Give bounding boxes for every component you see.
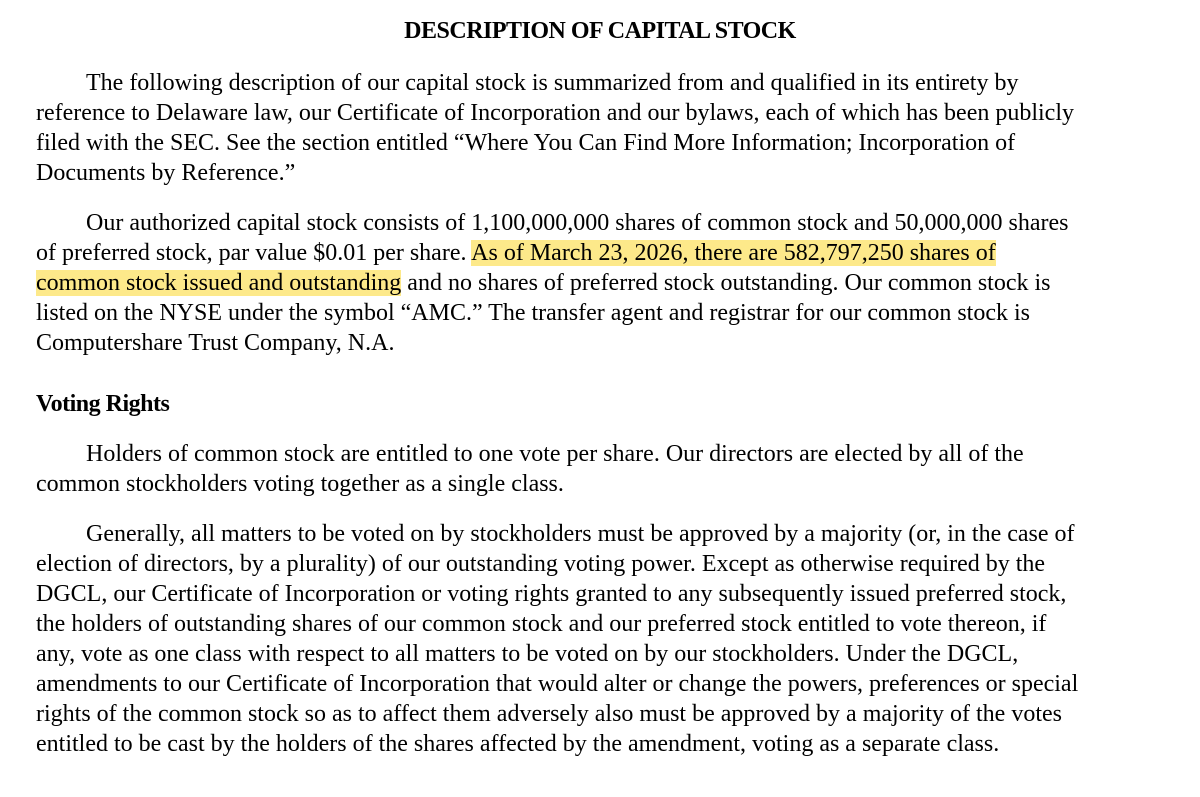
highlighted-text: common stock issued and outstanding bbox=[36, 270, 402, 296]
text-line: amendments to our Certificate of Incorporation that would alter or change the powers, preferences or special bbox=[36, 671, 1079, 697]
highlighted-text: As of March 23, 2026, there are 582,797,250 shares of bbox=[471, 240, 996, 266]
text-line bbox=[36, 268, 1186, 298]
text-line: The following description of our capital stock is summarized from and qualified in its entirety by bbox=[86, 70, 1019, 96]
text-line: common stockholders voting together as a single class. bbox=[36, 471, 564, 497]
text-line: listed on the NYSE under the symbol “AMC.” The transfer agent and registrar for our common stock is bbox=[36, 300, 1030, 326]
paragraph-authorized-capital bbox=[36, 208, 1186, 358]
paragraph-votes-per-share bbox=[36, 439, 1186, 499]
document-title: DESCRIPTION OF CAPITAL STOCK bbox=[404, 18, 796, 44]
text-line: entitled to be cast by the holders of the shares affected by the amendment, voting as a separate class. bbox=[36, 731, 1000, 757]
text-line: Computershare Trust Company, N.A. bbox=[36, 330, 395, 356]
text-line: rights of the common stock so as to affect them adversely also must be approved by a majority of the votes bbox=[36, 701, 1062, 727]
text-line: reference to Delaware law, our Certificate of Incorporation and our bylaws, each of which has been publicly bbox=[36, 100, 1074, 126]
text-line: Our authorized capital stock consists of 1,100,000,000 shares of common stock and 50,000,000 shares bbox=[86, 210, 1069, 236]
text-line: Documents by Reference.” bbox=[36, 160, 296, 186]
text-line: any, vote as one class with respect to all matters to be voted on by our stockholders. Under the DGCL, bbox=[36, 641, 1019, 667]
text-line bbox=[36, 238, 1186, 268]
text-line: Holders of common stock are entitled to one vote per share. Our directors are elected by all of the bbox=[86, 441, 1024, 467]
text-segment: and no shares of preferred stock outstanding. Our common stock is bbox=[401, 270, 1051, 296]
paragraph-capital-stock-summary bbox=[36, 68, 1186, 188]
paragraph-voting-approval bbox=[36, 519, 1186, 759]
text-line: the holders of outstanding shares of our common stock and our preferred stock entitled to vote thereon, if bbox=[36, 611, 1047, 637]
text-line: DGCL, our Certificate of Incorporation or voting rights granted to any subsequently issued preferred stock, bbox=[36, 581, 1067, 607]
text-line: filed with the SEC. See the section entitled “Where You Can Find More Information; Incorporation of bbox=[36, 130, 1016, 156]
text-line: election of directors, by a plurality) of our outstanding voting power. Except as otherwise required by the bbox=[36, 551, 1046, 577]
text-line: Generally, all matters to be voted on by stockholders must be approved by a majority (or, in the case of bbox=[86, 521, 1075, 547]
section-heading-voting-rights: Voting Rights bbox=[36, 391, 170, 417]
text-segment: of preferred stock, par value $0.01 per share. bbox=[36, 240, 472, 266]
